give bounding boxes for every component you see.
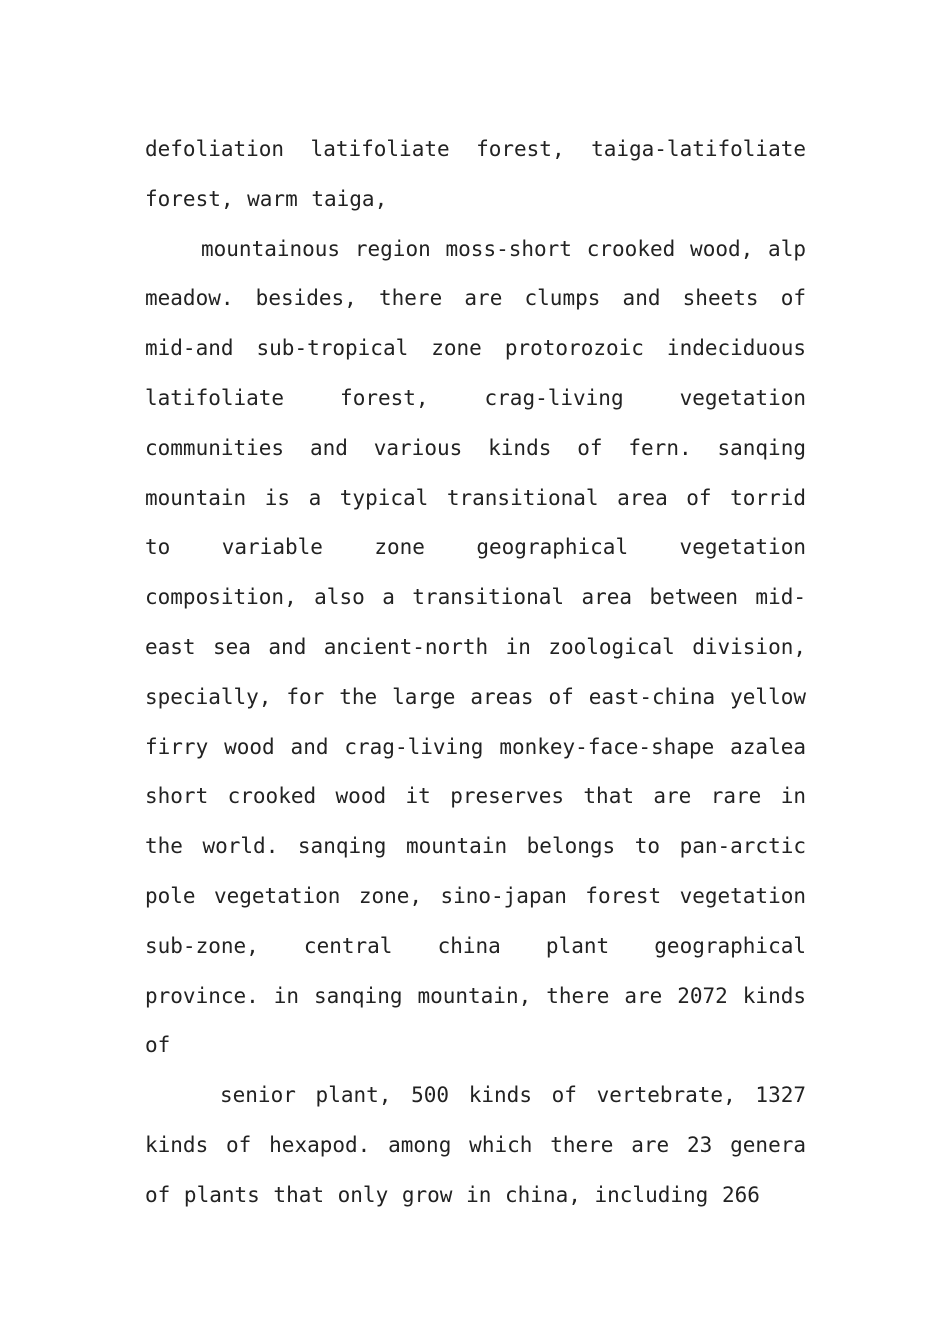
paragraph-3: senior plant, 500 kinds of vertebrate, 1327 kinds of hexapod. among which there are 23 genera of plants that only grow in china, including 266 [145, 1083, 806, 1207]
paragraph-2: mountainous region moss-short crooked wood, alp meadow. besides, there are clumps and sheets of mid-and sub-tropical zone protorozoic indeciduous latifoliate forest, crag-living vegetation communities and various kinds of fern. sanqing mountain is a typical transitional area of torrid to variable zone geographical vegetation composition, also a transitional area between mid-east sea and ancient-north in zoological division, specially, for the large areas of east-china yellow firry wood and crag-living monkey-face-shape azalea short crooked wood it preserves that are rare in the world. sanqing mountain belongs to pan-arctic pole vegetation zone, sino-japan forest vegetation sub-zone, central china plant geographical province. in sanqing mountain, there are 2072 kinds of [145, 236, 806, 1058]
paragraph-1: defoliation latifoliate forest, taiga-latifoliate forest, warm taiga, [145, 137, 806, 211]
body-text [145, 125, 806, 1221]
